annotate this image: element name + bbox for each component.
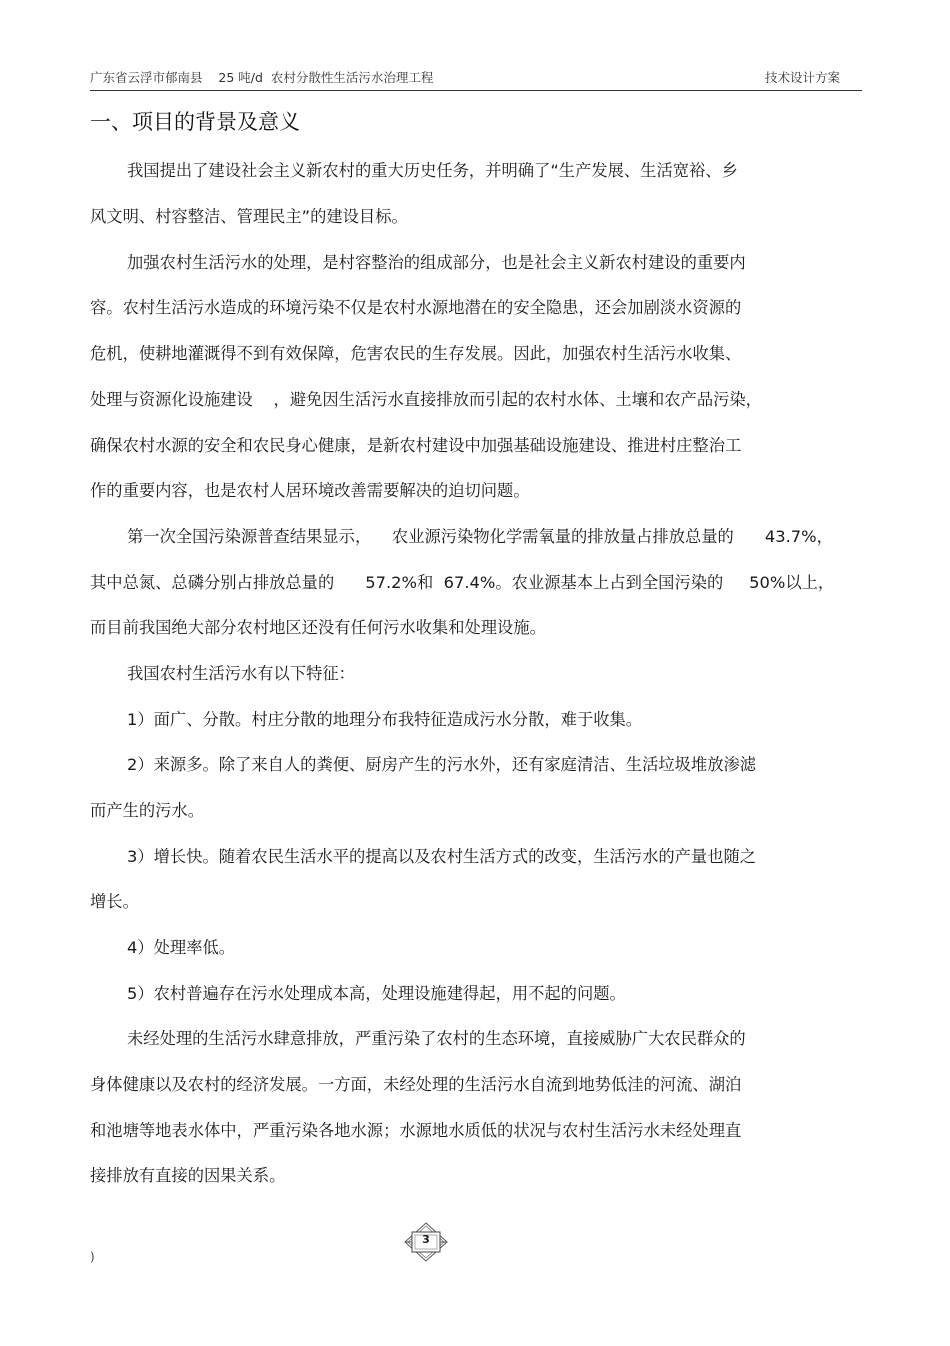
section-heading: 一、项目的背景及意义	[90, 110, 300, 134]
text-line: 接排放有直接的因果关系。	[90, 1166, 286, 1185]
header-project-title: 广东省云浮市郁南县 25 吨/d 农村分散性生活污水治理工程	[90, 70, 434, 85]
text-line: 增长。	[90, 892, 139, 911]
text-line: 身体健康以及农村的经济发展。一方面，未经处理的生活污水自流到地势低洼的河流、湖泊	[90, 1075, 742, 1094]
text-line: 未经处理的生活污水肆意排放，严重污染了农村的生态环境，直接威胁广大农民群众的	[127, 1029, 746, 1048]
text-line: 3）增长快。随着农民生活水平的提高以及农村生活方式的改变，生活污水的产量也随之	[127, 847, 757, 866]
text-line: 危机，使耕地灌溉得不到有效保障，危害农民的生存发展。因此，加强农村生活污水收集、	[90, 344, 742, 363]
text-line: 加强农村生活污水的处理，是村容整治的组成部分，也是社会主义新农村建设的重要内	[127, 253, 746, 272]
text-line: 而产生的污水。	[90, 801, 204, 820]
text-line: 我国农村生活污水有以下特征：	[127, 664, 355, 683]
text-line: 处理与资源化设施建设 ，避免因生活污水直接排放而引起的农村水体、土壤和农产品污染，	[90, 390, 762, 409]
text-line: 我国提出了建设社会主义新农村的重大历史任务，并明确了“生产发展、生活宽裕、乡	[127, 161, 738, 180]
stray-mark: )	[90, 1250, 95, 1264]
text-line: 和池塘等地表水体中，严重污染各地水源；水源地水质低的状况与农村生活污水未经处理直	[90, 1121, 742, 1140]
text-line: 4）处理率低。	[127, 938, 236, 957]
text-line: 确保农村水源的安全和农民身心健康，是新农村建设中加强基础设施建设、推进村庄整治工	[90, 436, 742, 455]
text-line: 容。农村生活污水造成的环境污染不仅是农村水源地潜在的安全隐患，还会加剧淡水资源的	[90, 298, 742, 317]
text-line: 5）农村普遍存在污水处理成本高，处理设施建得起，用不起的问题。	[127, 984, 626, 1003]
text-line: 而目前我国绝大部分农村地区还没有任何污水收集和处理设施。	[90, 618, 546, 637]
text-line: 风文明、村容整洁、管理民主”的建设目标。	[90, 207, 408, 226]
text-line: 其中总氮、总磷分别占排放总量的 57.2%和 67.4%。农业源基本上占到全国污染的 50%以上，	[90, 573, 835, 592]
text-line: 第一次全国污染源普查结果显示， 农业源污染物化学需氧量的排放量占排放总量的 43.7%，	[127, 527, 833, 546]
text-line: 1）面广、分散。村庄分散的地理分布我特征造成污水分散，难于收集。	[127, 710, 643, 729]
page-number: 3	[422, 1233, 430, 1246]
text-line: 2）来源多。除了来自人的粪便、厨房产生的污水外，还有家庭清洁、生活垃圾堆放渗滤	[127, 755, 757, 774]
page-number-badge	[404, 1222, 448, 1262]
text-line: 作的重要内容，也是农村人居环境改善需要解决的迫切问题。	[90, 481, 530, 500]
page-header	[90, 68, 862, 91]
header-doc-type: 技术设计方案	[764, 70, 840, 85]
